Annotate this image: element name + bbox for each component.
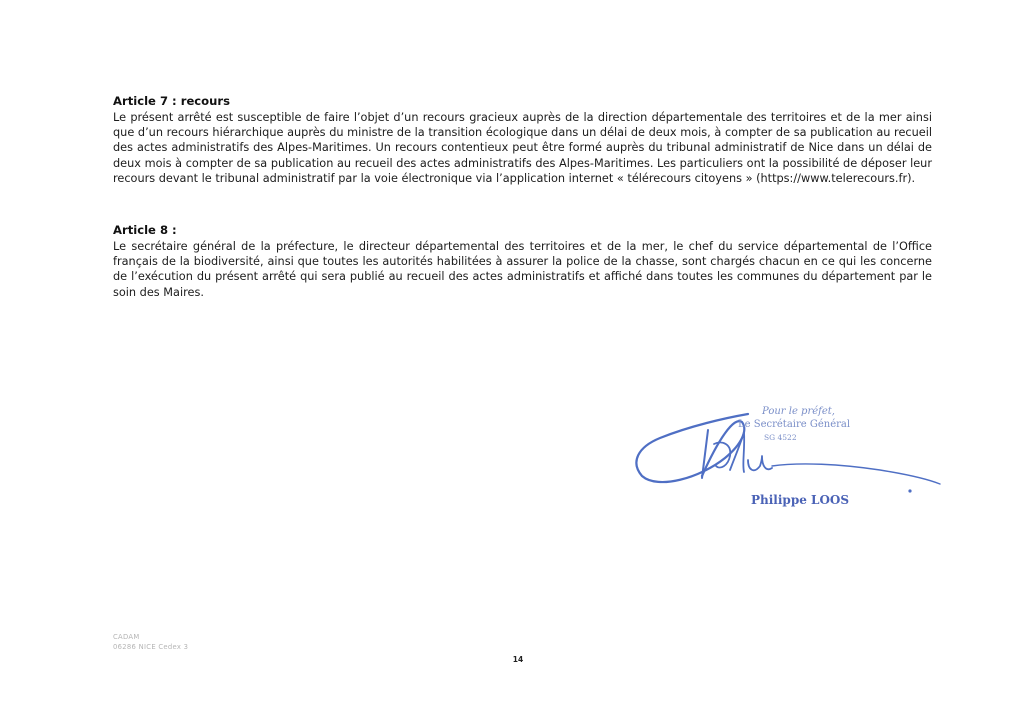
article-7-body: Le présent arrêté est susceptible de faire l’objet d’un recours gracieux auprès de la direction départementale des territoires et de la mer ainsi que d’un recours hiérarchique auprès du ministre de la transition écologique dans un délai de deux mois, à compter de sa publication au recueil des actes administratifs des Alpes-Maritimes. Un recours contentieux peut être formé auprès du tribunal administratif de Nice dans un délai de deux mois à compter de sa publication au recueil des actes administratifs des Alpes-Maritimes. Les particuliers ont la possibilité de déposer leur recours devant le tribunal administratif par la voie électronique via l’application internet « télérecours citoyens » (https://www.telerecours.fr). [113, 111, 932, 185]
stamp-line-secretaire-general: Le Secrétaire Général [738, 419, 851, 430]
signer-name: Philippe LOOS [751, 493, 850, 507]
footer-address-line-2: 06286 NICE Cedex 3 [113, 643, 189, 651]
signature-block [630, 400, 950, 520]
article-8 [113, 222, 932, 300]
article-8-body: Le secrétaire général de la préfecture, le directeur départemental des territoires et de la mer, le chef du service départemental de l’Office français de la biodiversité, ainsi que toutes les autorités habilitées à assurer la police de la chasse, sont chargés chacun en ce qui les concerne de l’exécution du présent arrêté qui sera publié au recueil des actes administratifs et affiché dans toutes les communes du département par le soin des Maires. [113, 240, 932, 299]
page-number: 14 [512, 655, 524, 664]
article-7 [113, 93, 932, 186]
article-8-title: Article 8 : [113, 223, 177, 237]
article-7-title: Article 7 : recours [113, 94, 231, 108]
footer-address-line-1: CADAM [113, 633, 140, 641]
stamp-line-sg-number: SG 4522 [764, 433, 797, 442]
footer-address [113, 632, 188, 652]
stamp-line-pour-le-prefet: Pour le préfet, [762, 406, 835, 417]
